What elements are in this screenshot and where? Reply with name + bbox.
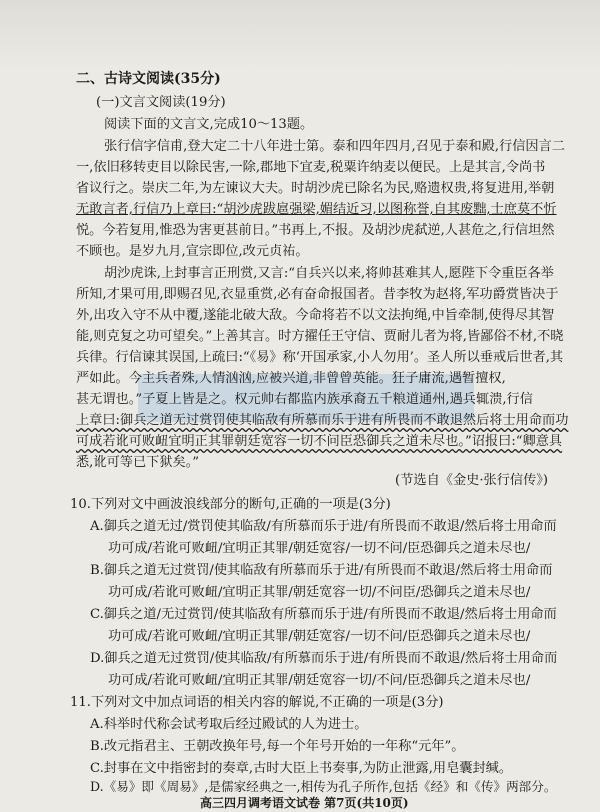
q11-option-d: D.《易》即《周易》,是儒家经典之一,相传为孔子所作,包括《经》和《传》两部分。: [90, 779, 557, 794]
question-10-stem: 10.下列对文中画波浪线部分的断句,正确的一项是(3分): [70, 497, 391, 512]
passage-line: 能,则克复之功可望矣。”上善其言。时方擢任王守信、贾耐儿者为将,皆鄙俗不材,不晓: [76, 329, 564, 344]
q10-option-b: B.御兵之道无过赏罚/使其临敌有所慕而乐于进/有所畏而不敢退/然后将士用命而: [90, 563, 553, 578]
q11-option-b: B.改元指君主、王朝改换年号,每一个年号开始的一年称“元年”。: [90, 739, 465, 754]
passage-line: 甚无谓也。”子夏上皆是之。权元帅右都监内族承裔五千粮道通州,遇兵辄溃,行信: [76, 392, 533, 407]
passage-line: 省议行之。崇庆二年,为左谏议大夫。时胡沙虎已除名为民,赂遗权贵,将复进用,举朝: [76, 181, 555, 196]
passage-line: 严如此。今主兵者殊,人情汹汹,应被兴道,非曾曾英能。狂子庸流,遇暂擅权,: [76, 371, 506, 386]
q10-option-c-cont: 功可成/若讹可败衄/宜明正其罪/朝廷宽容/一切不问/臣恐御兵之道未尽也/: [108, 629, 531, 644]
passage-source: (节选自《金史·张行信传》): [395, 473, 548, 488]
passage-line: 不顾也。是岁九月,宣宗即位,改元贞祐。: [76, 244, 309, 259]
section-title: 二、古诗文阅读(35分): [76, 71, 221, 87]
q10-option-d-cont: 功可成/若讹可败衄/宜明正其罪/朝廷宽容一切/不问/臣恐御兵之道未尽也/: [108, 673, 531, 688]
passage-line: 悦。今若复用,惟恐为害更甚前日。”书再上,不报。及胡沙虎弑逆,人甚危之,行信坦然: [76, 223, 555, 238]
q10-option-a: A.御兵之道无过/赏罚使其临敌/有所慕而乐于进/有所畏而不敢退/然后将士用命而: [90, 519, 557, 534]
q11-option-c: C.封事在文中指密封的奏章,古时大臣上书奏事,为防止泄露,用皂囊封缄。: [90, 761, 513, 776]
instruction: 阅读下面的文言文,完成10～13题。: [104, 117, 314, 132]
q10-option-b-cont: 功可成/若讹可败衄/宜明正其罪/朝廷宽容一切/不问臣/恐御兵之道未尽也/: [108, 585, 531, 600]
passage-line: 上章曰:御兵之道无过赏罚使其临敌有所慕而乐于进有所畏而不敢退然后将士用命而功: [76, 413, 569, 428]
passage-line: 兵律。行信谏其误国,上疏曰:“《易》称‘开国承家,小人勿用’。圣人所以垂戒后世者,其: [76, 350, 564, 365]
passage-line: 可成若讹可败衄宜明正其罪朝廷宽容一切不问臣恐御兵之道未尽也。”诏报曰:“卿意具: [76, 434, 563, 449]
q10-option-d: D.御兵之道无过赏罚/使其临敌/有所慕而乐于进/有所畏而不敢退/然后将士用命而: [90, 651, 558, 666]
q10-option-c: C.御兵之道/无过赏罚/使其临敌有所慕而乐于进/有所畏而不敢退/然后将士用命而: [90, 607, 557, 622]
passage-line: 胡沙虎诛,上封事言正刑赏,又言:“自兵兴以来,将帅甚难其人,愿陛下令重臣各举: [104, 266, 554, 281]
q11-option-a: A.科举时代称会试考取后经过殿试的人为进士。: [90, 717, 368, 732]
passage-line: 张行信字信甫,登大定二十八年进士第。泰和四年四月,召见于泰和殿,行信因言二: [104, 139, 565, 154]
passage-line: 无敢言者,行信乃上章曰:“胡沙虎跋扈强梁,媚结近习,以图称誉,自其废黜,士庶莫不忻: [76, 202, 557, 217]
q10-option-a-cont: 功可成/若讹可败衄/宜明正其罪/朝廷宽容/一切不问/臣恐御兵之道未尽也/: [108, 541, 531, 556]
passage-line: 外,出攻入守不从中覆,遂能北破大敌。今命将若不以文法拘绳,中旨牵制,使得尽其智: [76, 308, 555, 323]
question-11-stem: 11.下列对文中加点词语的相关内容的解说,不正确的一项是(3分): [70, 695, 444, 710]
page-footer: 高三四月调考语文试卷 第7页(共10页): [200, 796, 409, 810]
passage-line: 所知,才果可用,即赐召见,衣显重赏,必有奋命报国者。昔李牧为赵将,军功爵赏皆决于: [76, 287, 559, 302]
subsection-title: (一)文言文阅读(19分): [96, 95, 226, 110]
bleed-through-area: [0, 0, 600, 70]
passage-line: 一,依旧移转吏目以除民害,一除,郡地下宜麦,税粟许纳麦以便民。上是其言,令尚书: [76, 160, 546, 175]
passage-line: 悉,讹可等已下狱矣。”: [76, 455, 200, 470]
